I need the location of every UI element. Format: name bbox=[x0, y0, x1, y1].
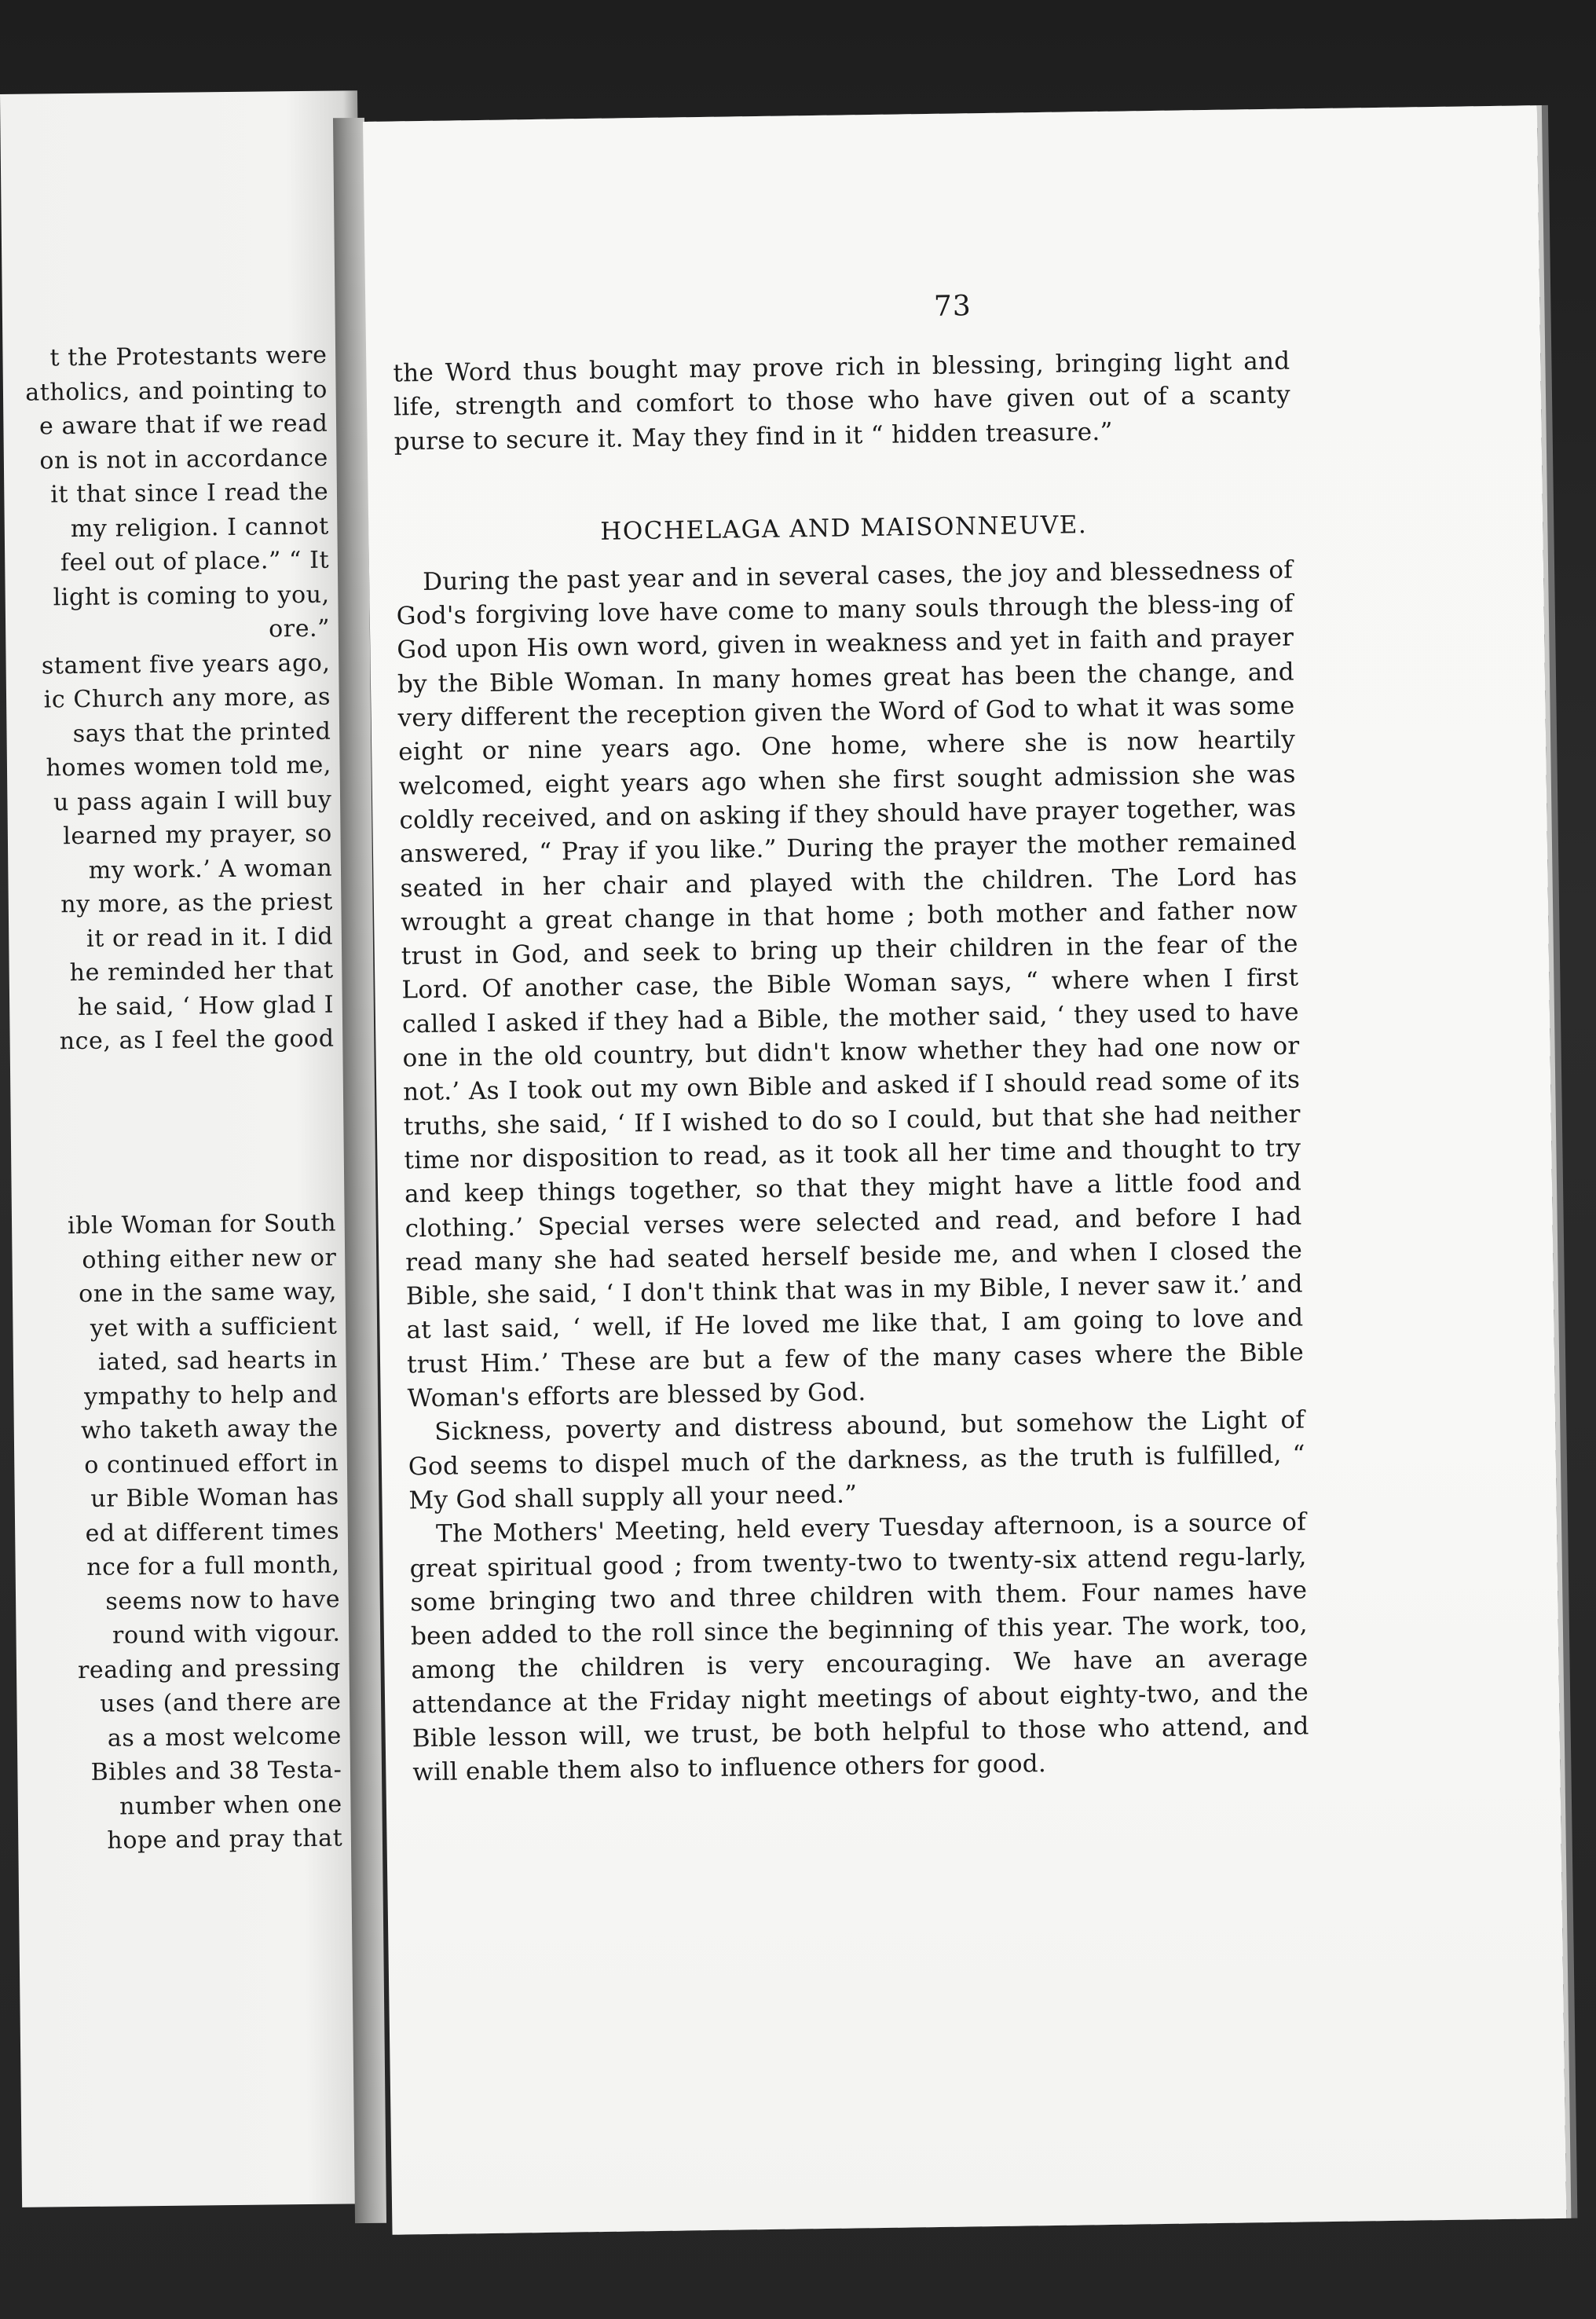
left-page-line: othing either new or bbox=[82, 1244, 337, 1274]
left-page-line: ympathy to help and bbox=[83, 1380, 339, 1411]
body-paragraph-1: During the past year and in several cases, the joy and blessedness of God's forgiving love have come to many souls through the bless-ing of God upon His own word, given in weakness and yet in faith and prayer by the Bible Woman. In many homes great has been the change, and very different the reception given the Word of God to what it was some eight or nine years ago. One home, where she is now heartily welcomed, eight years ago when she first sought admission she was coldly received, and on asking if they should have prayer together, was answered, “ Pray if you like.” During the prayer the mother remained seated in her chair and played with the children. The Lord has wrought a great change in that home ; both mother and father now trust in God, and seek to bring up their children in the fear of the Lord. Of another case, the Bible Woman says, “ where when I first called I asked if they had a Bible, the mother said, ‘ they used to have one in the old country, but didn't know whether they had one now or not.’ As I took out my own Bible and asked if I should read some of its truths, she said, ‘ If I wished to do so I could, but that she had neither time nor disposition to read, as it took all her time and thought to try and keep things together, so that they might have a little food and clothing.’ Special verses were selected and read, and before I had read many she had seated herself beside me, and when I closed the Bible, she said, ‘ I don't think that was in my Bible, I never saw it.’ and at last said, ‘ well, if He loved me like that, I am going to love and trust Him.’ These are but a few of the many cases where the Bible Woman's efforts are blessed by God. bbox=[396, 555, 1305, 1413]
left-page-line: he reminded her that bbox=[69, 956, 334, 987]
left-page-line: hope and pray that bbox=[107, 1824, 343, 1855]
page-number: 73 bbox=[933, 290, 972, 323]
left-page-line: reading and pressing bbox=[77, 1654, 342, 1684]
left-page-line: he said, ‘ How glad I bbox=[77, 991, 335, 1021]
left-page-line: my work.’ A woman bbox=[88, 854, 333, 885]
left-page-line: u pass again I will buy bbox=[53, 786, 332, 816]
left-page-line: number when one bbox=[119, 1790, 342, 1821]
intro-paragraph: the Word thus bought may prove rich in blessing, bringing light and life, strength and comfort to those who have given out of a scanty purse to secure it. May they find in it “ hidden treasure.” bbox=[393, 346, 1291, 456]
left-page-line: uses (and there are bbox=[100, 1687, 342, 1718]
left-page-line: Bibles and 38 Testa- bbox=[90, 1756, 342, 1786]
left-page-text-block-bottom bbox=[68, 1207, 343, 1859]
left-page-line: ore.” bbox=[268, 614, 331, 643]
left-page-line: who taketh away the bbox=[80, 1414, 339, 1445]
page-body bbox=[393, 345, 1309, 1790]
left-page-line: it or read in it. I did bbox=[86, 922, 334, 953]
left-page-line: yet with a sufficient bbox=[90, 1312, 338, 1343]
previous-page bbox=[0, 90, 379, 2207]
left-page-line: light is coming to you, bbox=[53, 581, 330, 611]
left-page-line: seems now to have bbox=[105, 1585, 341, 1616]
body-paragraph-2: Sickness, poverty and distress abound, but somehow the Light of God seems to dispel much of the darkness, as the truth is fulfilled, “ My God shall supply all your need.” bbox=[408, 1405, 1306, 1515]
left-page-line: ed at different times bbox=[85, 1517, 340, 1548]
left-page-line: ur Bible Woman has bbox=[90, 1482, 339, 1513]
left-page-line: says that the printed bbox=[72, 717, 331, 748]
left-page-line: my religion. I cannot bbox=[70, 512, 329, 543]
left-page-line: stament five years ago, bbox=[41, 649, 331, 680]
left-page-line: e aware that if we read bbox=[38, 409, 328, 441]
left-page-line: ible Woman for South bbox=[67, 1209, 337, 1240]
left-page-line: feel out of place.” “ It bbox=[60, 546, 330, 577]
section-heading: HOCHELAGA AND MAISONNEUVE. bbox=[600, 511, 1088, 546]
left-page-line: it that since I read the bbox=[50, 478, 329, 509]
left-page-line: o continued effort in bbox=[84, 1449, 339, 1479]
left-page-line: homes women told me, bbox=[46, 751, 332, 782]
left-page-line: atholics, and pointing to bbox=[25, 376, 328, 407]
left-page-line: iated, sad hearts in bbox=[97, 1346, 339, 1376]
left-page-line: learned my prayer, so bbox=[63, 819, 333, 851]
left-page-line: as a most welcome bbox=[107, 1722, 342, 1753]
left-page-line: t the Protestants were bbox=[49, 341, 328, 372]
left-page-line: one in the same way, bbox=[78, 1277, 338, 1309]
left-page-text-block-top bbox=[25, 339, 335, 1059]
left-page-line: round with vigour. bbox=[112, 1619, 341, 1650]
current-page bbox=[363, 105, 1566, 2235]
left-page-line: ny more, as the priest bbox=[60, 888, 333, 919]
left-page-line: nce for a full month, bbox=[86, 1551, 340, 1581]
body-paragraph-3: The Mothers' Meeting, held every Tuesday afternoon, is a source of great spiritual good ; from twenty-two to twenty-six attend regu-larly, some bringing two and three children with them. Four names have been added to the roll since the beginning of this year. The work, too, among the children is very encouraging. We have an average attendance at the Friday night meetings of about eighty-two, and the Bible lesson will, we trust, be both helpful to those who attend, and will enable them also to influence others for good. bbox=[409, 1508, 1309, 1787]
left-page-line: on is not in accordance bbox=[39, 444, 329, 474]
left-page-line: nce, as I feel the good bbox=[59, 1024, 335, 1056]
left-page-line: ic Church any more, as bbox=[43, 683, 331, 714]
